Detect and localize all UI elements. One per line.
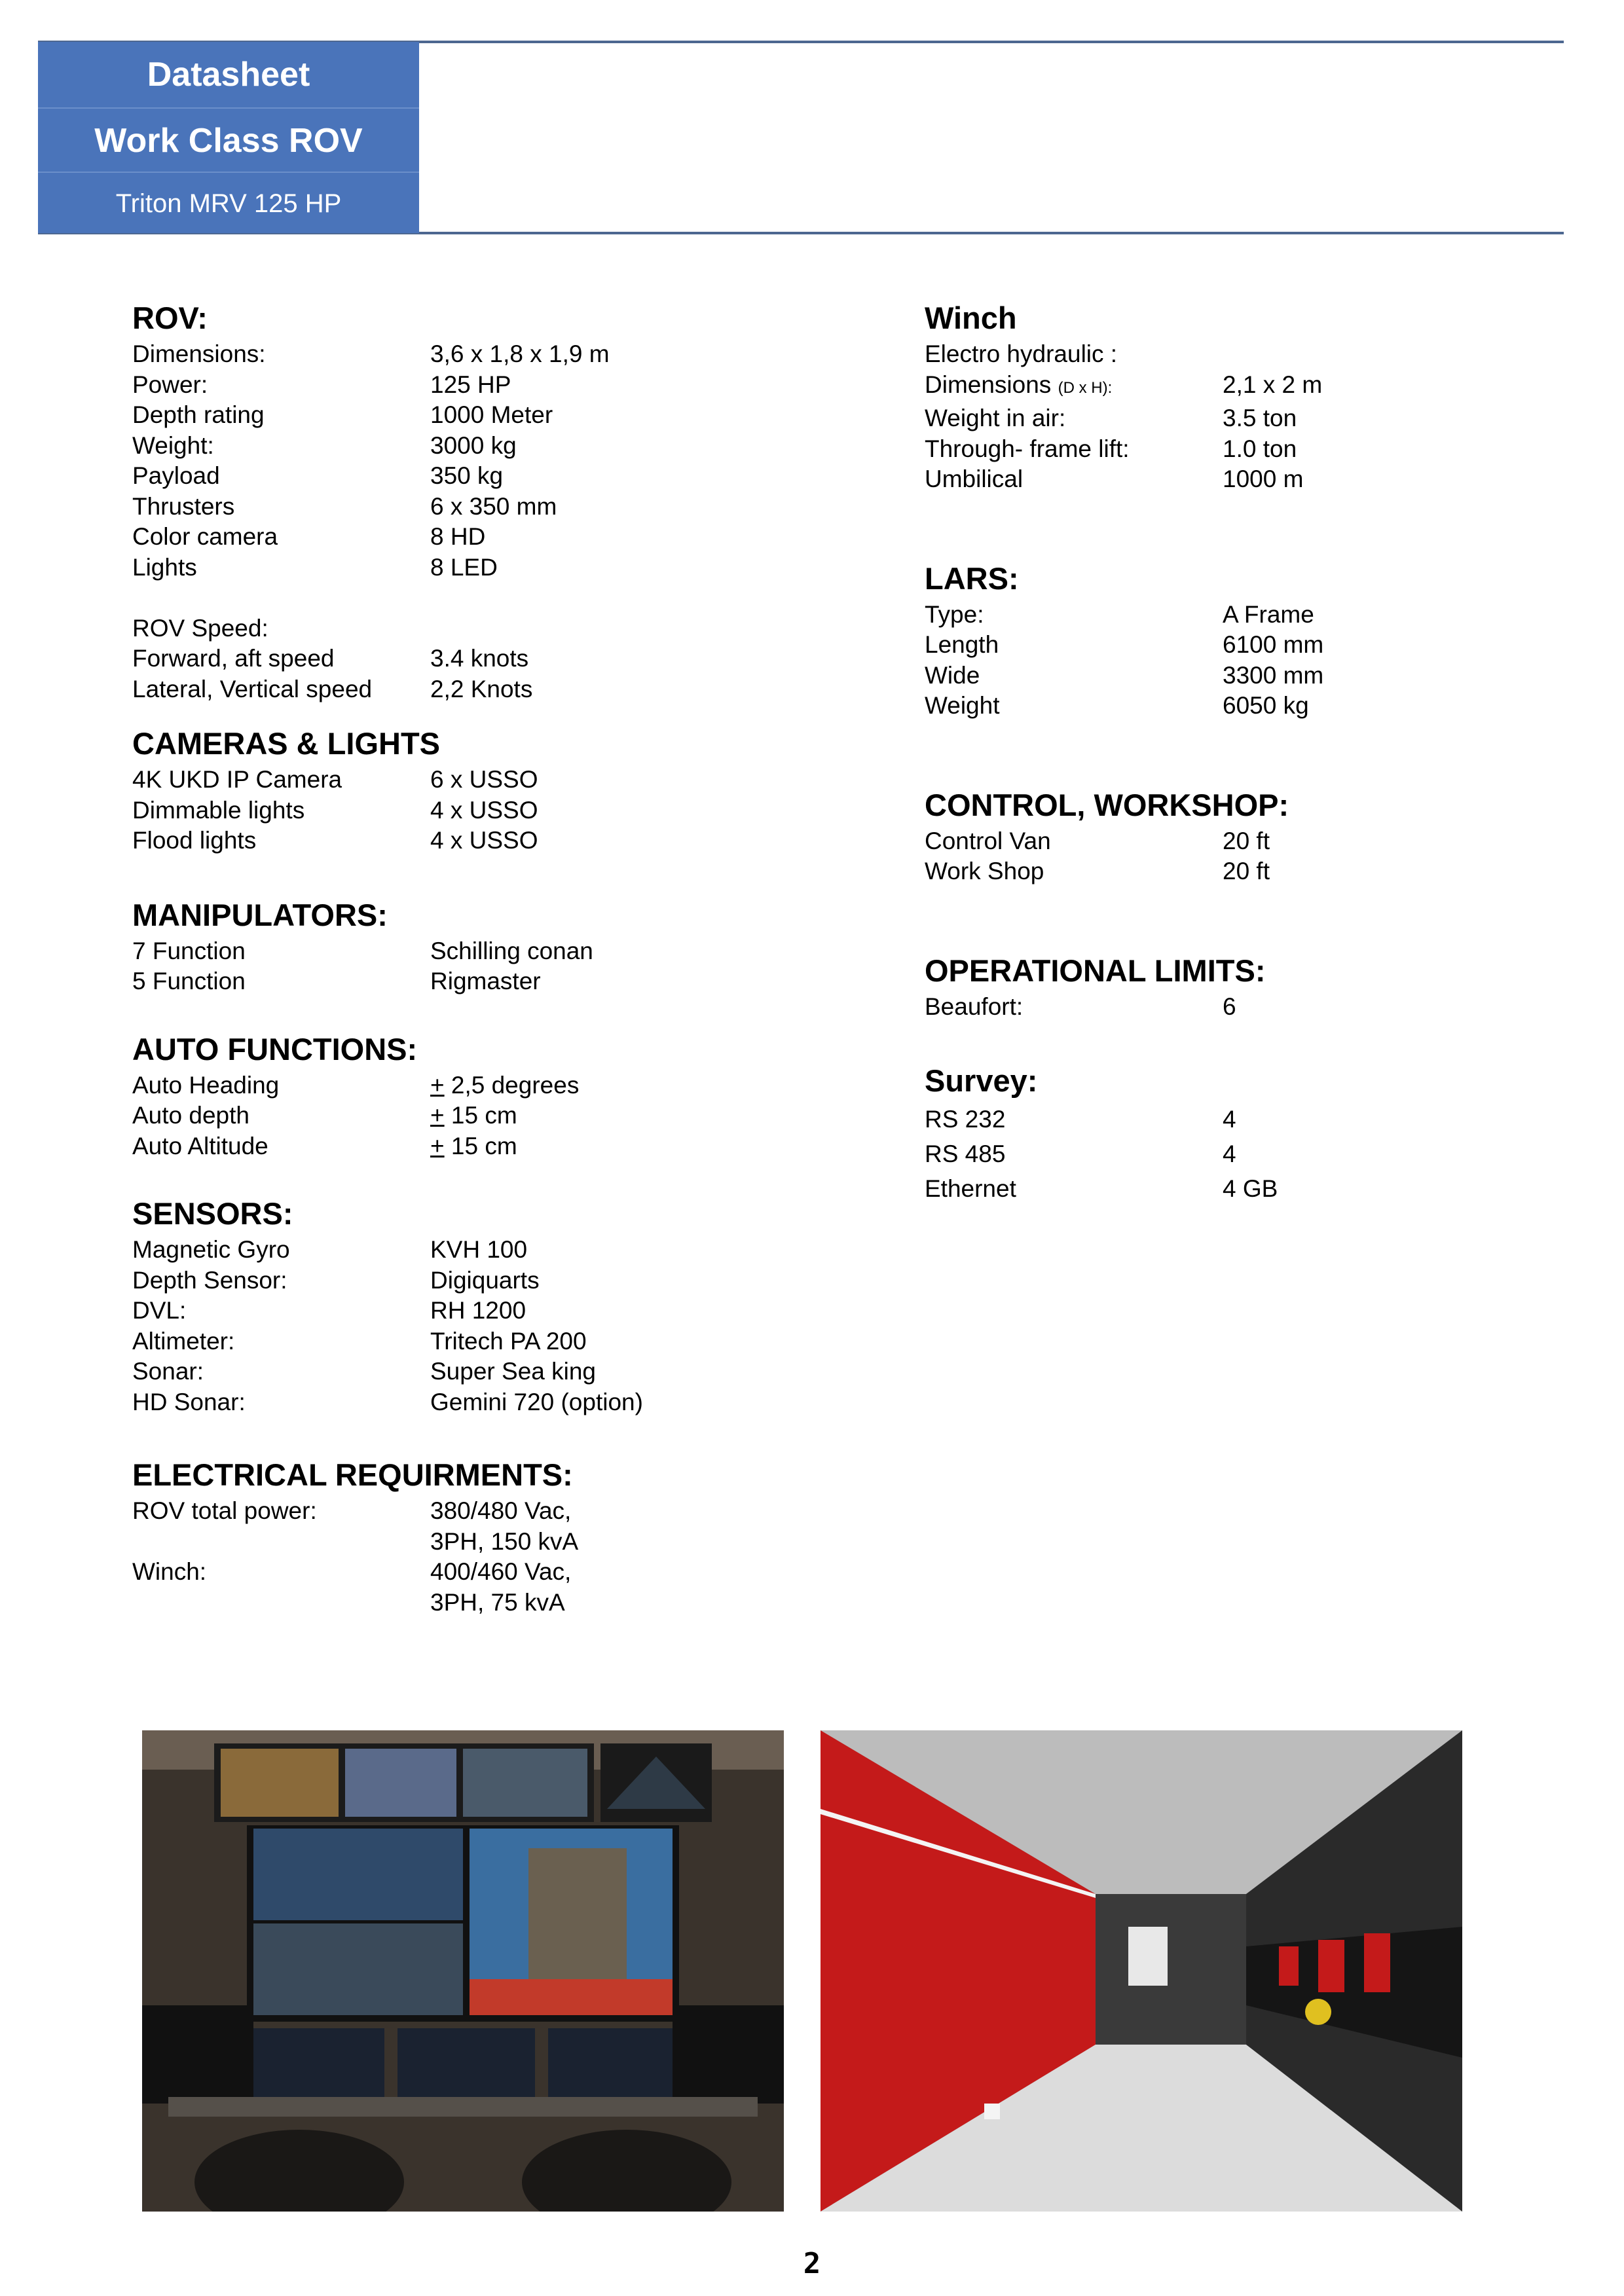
spec-value: 380/480 Vac, (430, 1497, 572, 1524)
spec-value: 1.0 ton (1223, 435, 1297, 462)
section-auto-functions (132, 1030, 754, 1162)
workshop-illustration (821, 1730, 1462, 2212)
spec-value (430, 1101, 754, 1131)
spec-row (132, 644, 754, 674)
spec-value: 3,6 x 1,8 x 1,9 m (430, 340, 610, 367)
spec-value: 4 (1223, 1140, 1236, 1167)
spec-label: Depth rating (132, 401, 265, 428)
right-spec-column (925, 299, 1514, 1206)
model-name: Triton MRV 125 HP (38, 172, 419, 234)
spec-row (132, 431, 754, 462)
spec-row (132, 370, 754, 401)
spec-label: 4K UKD IP Camera (132, 766, 342, 793)
spec-value: Schilling conan (430, 937, 593, 964)
spec-label: Electro hydraulic : (925, 340, 1118, 367)
spec-value: 3PH, 75 kvA (430, 1588, 565, 1616)
spec-row (132, 339, 754, 370)
spec-value: 6 x 350 mm (430, 492, 557, 520)
spec-label: Ethernet (925, 1175, 1016, 1202)
spec-value: 400/460 Vac, (430, 1558, 572, 1585)
spec-label: HD Sonar: (132, 1388, 246, 1415)
spec-row (132, 826, 754, 856)
spec-row (925, 600, 1514, 630)
spec-label: 5 Function (132, 968, 246, 994)
spec-row (925, 1171, 1514, 1206)
spec-row (132, 492, 754, 522)
spec-label: DVL: (132, 1297, 187, 1324)
spec-label: RS 485 (925, 1140, 1006, 1167)
plus-minus-sign: + (430, 1071, 445, 1099)
spec-value: 1000 Meter (430, 401, 553, 428)
spec-label: Power: (132, 371, 208, 398)
spec-label: Magnetic Gyro (132, 1236, 290, 1263)
section-control-workshop (925, 786, 1514, 887)
spec-label: Through- frame lift: (925, 435, 1130, 462)
section-operational-limits (925, 951, 1514, 1023)
spec-value: Gemini 720 (option) (430, 1388, 643, 1415)
section-title: OPERATIONAL LIMITS: (925, 953, 1266, 988)
spec-row (132, 795, 754, 826)
spec-value: 8 LED (430, 553, 498, 581)
spec-value (430, 1070, 754, 1101)
workshop-photo (821, 1730, 1462, 2212)
spec-value: 6 (1223, 993, 1236, 1020)
spec-label: Work Shop (925, 858, 1044, 884)
spec-value: 4 x USSO (430, 827, 538, 854)
spec-row (132, 1266, 754, 1296)
datasheet-title: Datasheet (147, 56, 310, 94)
spec-value: 125 HP (430, 371, 511, 398)
section-title: LARS: (925, 560, 1019, 596)
section-title: SENSORS: (132, 1196, 293, 1231)
spec-row (925, 992, 1514, 1023)
section-survey (925, 1061, 1514, 1206)
spec-label: Dimensions: (132, 340, 266, 367)
spec-value: RH 1200 (430, 1297, 526, 1324)
spec-row (132, 553, 754, 583)
section-title: AUTO FUNCTIONS: (132, 1031, 418, 1066)
section-title: MANIPULATORS: (132, 897, 388, 932)
spec-row (925, 339, 1514, 370)
spec-label (925, 370, 1223, 404)
spec-row (132, 966, 754, 997)
spec-label: Control Van (925, 827, 1051, 854)
spec-value: Tritech PA 200 (430, 1327, 587, 1355)
section-rov (132, 299, 754, 704)
spec-label: Length (925, 631, 999, 658)
spec-value: 20 ft (1223, 827, 1270, 854)
spec-row (132, 461, 754, 492)
section-title: CONTROL, WORKSHOP: (925, 787, 1289, 822)
spec-row (925, 370, 1514, 404)
spec-value: 8 HD (430, 523, 486, 550)
spec-label: Auto Heading (132, 1071, 280, 1099)
plus-minus-sign: + (430, 1132, 445, 1159)
spec-row (925, 403, 1514, 434)
spec-row (132, 613, 754, 644)
spec-label (132, 1588, 430, 1618)
spec-value: 3000 kg (430, 431, 517, 459)
spec-value: 2,1 x 2 m (1223, 371, 1323, 398)
spec-label: Weight (925, 692, 1000, 719)
spec-value (1223, 339, 1514, 370)
spec-label: Payload (132, 462, 220, 489)
spec-row (132, 1527, 754, 1558)
spec-value: 6050 kg (1223, 692, 1309, 719)
spec-label: Depth Sensor: (132, 1266, 287, 1294)
section-title: ROV: (132, 301, 208, 335)
spec-row (132, 1235, 754, 1266)
spec-value: 3PH, 150 kvA (430, 1527, 579, 1555)
spec-value: 6100 mm (1223, 631, 1324, 658)
section-title: ELECTRICAL REQUIRMENTS: (132, 1457, 573, 1492)
section-cameras-lights (132, 724, 754, 856)
spec-row (925, 661, 1514, 691)
spec-label: Lights (132, 553, 197, 581)
spec-row (132, 1326, 754, 1357)
spec-label: Weight: (132, 431, 214, 459)
spec-value: Rigmaster (430, 968, 541, 994)
spec-row (132, 1070, 754, 1101)
dimensions-label: Dimensions (925, 371, 1052, 398)
spec-label: Flood lights (132, 827, 257, 854)
spec-label (132, 1527, 430, 1558)
spec-label: Altimeter: (132, 1327, 235, 1355)
dimensions-unit-note: (D x H): (1058, 378, 1113, 397)
tolerance-value: 2,5 degrees (444, 1071, 580, 1099)
spec-row (132, 1357, 754, 1387)
spec-label: Wide (925, 661, 980, 689)
spec-value: 1000 m (1223, 465, 1304, 492)
left-spec-column (132, 299, 754, 1618)
spec-value: 4 GB (1223, 1175, 1278, 1202)
spec-row (132, 1387, 754, 1418)
spec-label: ROV Speed: (132, 614, 268, 642)
spec-row (132, 765, 754, 795)
spec-value: 4 x USSO (430, 796, 538, 824)
spec-value (430, 1131, 754, 1162)
spec-value: 20 ft (1223, 858, 1270, 884)
control-room-illustration (142, 1730, 784, 2212)
spec-value: 3.5 ton (1223, 405, 1297, 431)
spec-label: 7 Function (132, 937, 246, 964)
spec-label: Auto depth (132, 1102, 249, 1129)
spec-row (925, 464, 1514, 495)
spec-value (430, 613, 754, 644)
spec-label: Color camera (132, 523, 278, 550)
spec-row (132, 1557, 754, 1588)
spec-value: 3.4 knots (430, 645, 529, 672)
section-title: Survey: (925, 1063, 1038, 1098)
spec-value: Digiquarts (430, 1266, 540, 1294)
section-title: Winch (925, 301, 1017, 335)
spec-value: 3300 mm (1223, 661, 1324, 689)
spec-row (132, 674, 754, 705)
spec-row (132, 1131, 754, 1162)
spec-row (132, 522, 754, 553)
spec-value: A Frame (1223, 600, 1314, 628)
datasheet-title-block (38, 42, 419, 233)
spec-label: Weight in air: (925, 405, 1066, 431)
spec-value: 2,2 Knots (430, 675, 533, 702)
plus-minus-sign: + (430, 1102, 445, 1129)
spacer-row (132, 583, 754, 613)
page-number: 2 (803, 2247, 821, 2280)
spec-value: Super Sea king (430, 1358, 597, 1385)
spec-label: Auto Altitude (132, 1132, 268, 1159)
spec-label: Dimmable lights (132, 796, 305, 824)
section-electrical (132, 1455, 754, 1618)
product-class-title: Work Class ROV (38, 107, 419, 173)
spec-label: Winch: (132, 1558, 207, 1585)
spec-label: RS 232 (925, 1106, 1006, 1133)
spec-row (132, 1496, 754, 1527)
section-manipulators (132, 896, 754, 997)
spec-value: 6 x USSO (430, 766, 538, 793)
section-lars (925, 559, 1514, 721)
spec-row (925, 691, 1514, 721)
section-title: CAMERAS & LIGHTS (132, 726, 440, 761)
control-room-photo (142, 1730, 784, 2212)
spec-label: Beaufort: (925, 993, 1024, 1020)
spec-label: Type: (925, 600, 984, 628)
tolerance-value: 15 cm (444, 1102, 517, 1129)
spec-label: Lateral, Vertical speed (132, 675, 373, 702)
spec-row (132, 1101, 754, 1131)
spec-row (925, 1137, 1514, 1171)
spec-row (925, 856, 1514, 887)
spec-row (925, 1102, 1514, 1137)
spec-label: Umbilical (925, 465, 1024, 492)
spec-value: 350 kg (430, 462, 504, 489)
section-sensors (132, 1194, 754, 1417)
spec-value: 4 (1223, 1106, 1236, 1133)
spec-label: Sonar: (132, 1358, 204, 1385)
spec-row (925, 630, 1514, 661)
spec-label: ROV total power: (132, 1497, 317, 1524)
spec-row (132, 936, 754, 967)
spec-row (132, 400, 754, 431)
section-winch (925, 299, 1514, 495)
spec-row (132, 1588, 754, 1618)
spec-label: Forward, aft speed (132, 645, 335, 672)
tolerance-value: 15 cm (444, 1132, 517, 1159)
spec-row (925, 434, 1514, 465)
spec-value: KVH 100 (430, 1236, 528, 1263)
spec-row (925, 826, 1514, 857)
spec-label: Thrusters (132, 492, 235, 520)
spec-row (132, 1296, 754, 1326)
